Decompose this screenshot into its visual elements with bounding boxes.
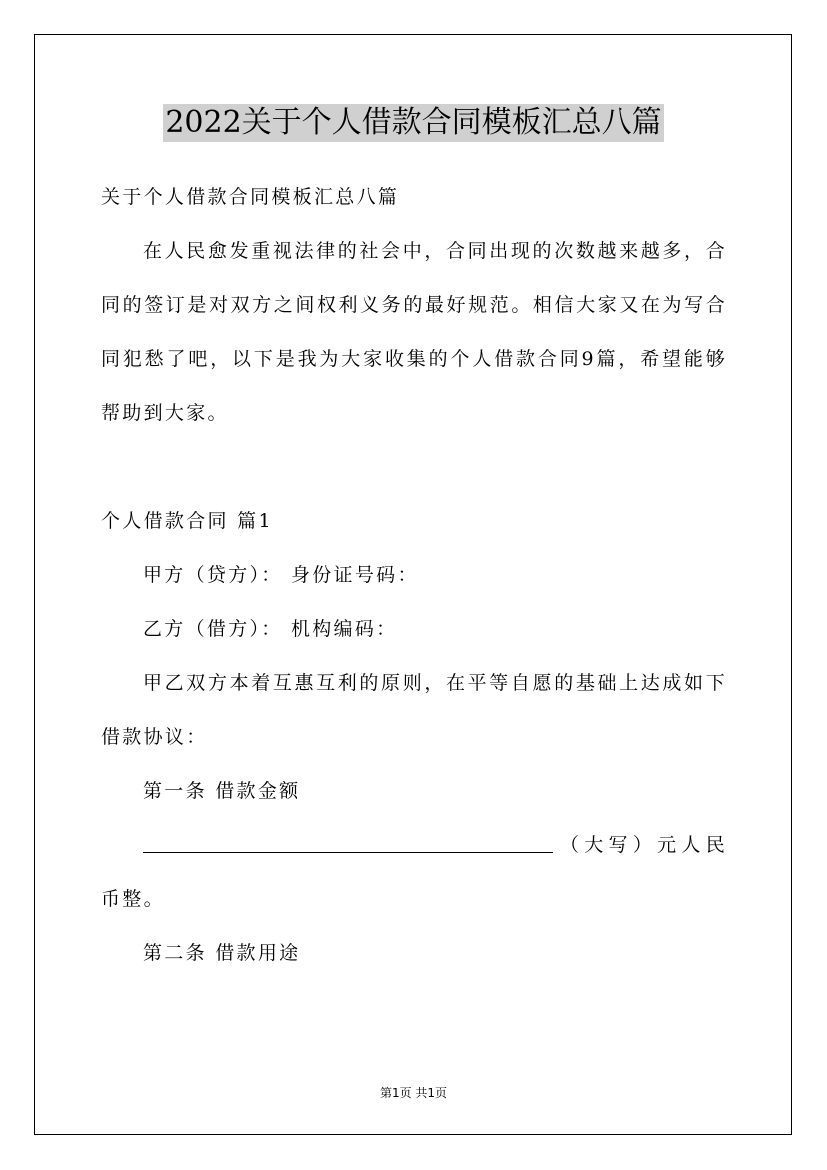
article-1-amount	[101, 818, 727, 926]
amount-blank-line	[143, 832, 553, 853]
document-title: 2022关于个人借款合同模板汇总八篇	[165, 105, 662, 140]
document-body	[101, 170, 727, 980]
paragraph-gap	[101, 440, 727, 494]
section-heading: 个人借款合同 篇1	[101, 510, 273, 532]
party-b-line: 乙方（借方）： 机构编码：	[143, 618, 398, 640]
amount-suffix: （大写）元人民币整。	[101, 834, 727, 910]
page-number: 第1页 共1页	[379, 1086, 448, 1100]
page-footer	[0, 1084, 827, 1101]
party-a-line: 甲方（贷方）： 身份证号码：	[143, 564, 419, 586]
agreement-paragraph: 甲乙双方本着互惠互利的原则，在平等自愿的基础上达成如下借款协议：	[101, 672, 727, 748]
document-subtitle: 关于个人借款合同模板汇总八篇	[101, 186, 400, 208]
intro-paragraph: 在人民愈发重视法律的社会中，合同出现的次数越来越多，合同的签订是对双方之间权利义务的最好规范。相信大家又在为写合同犯愁了吧，以下是我为大家收集的个人借款合同9篇，希望能够帮助到大家。	[101, 240, 727, 424]
article-2-heading: 第二条 借款用途	[143, 942, 301, 964]
title-container	[0, 104, 827, 142]
article-1-heading: 第一条 借款金额	[143, 780, 301, 802]
